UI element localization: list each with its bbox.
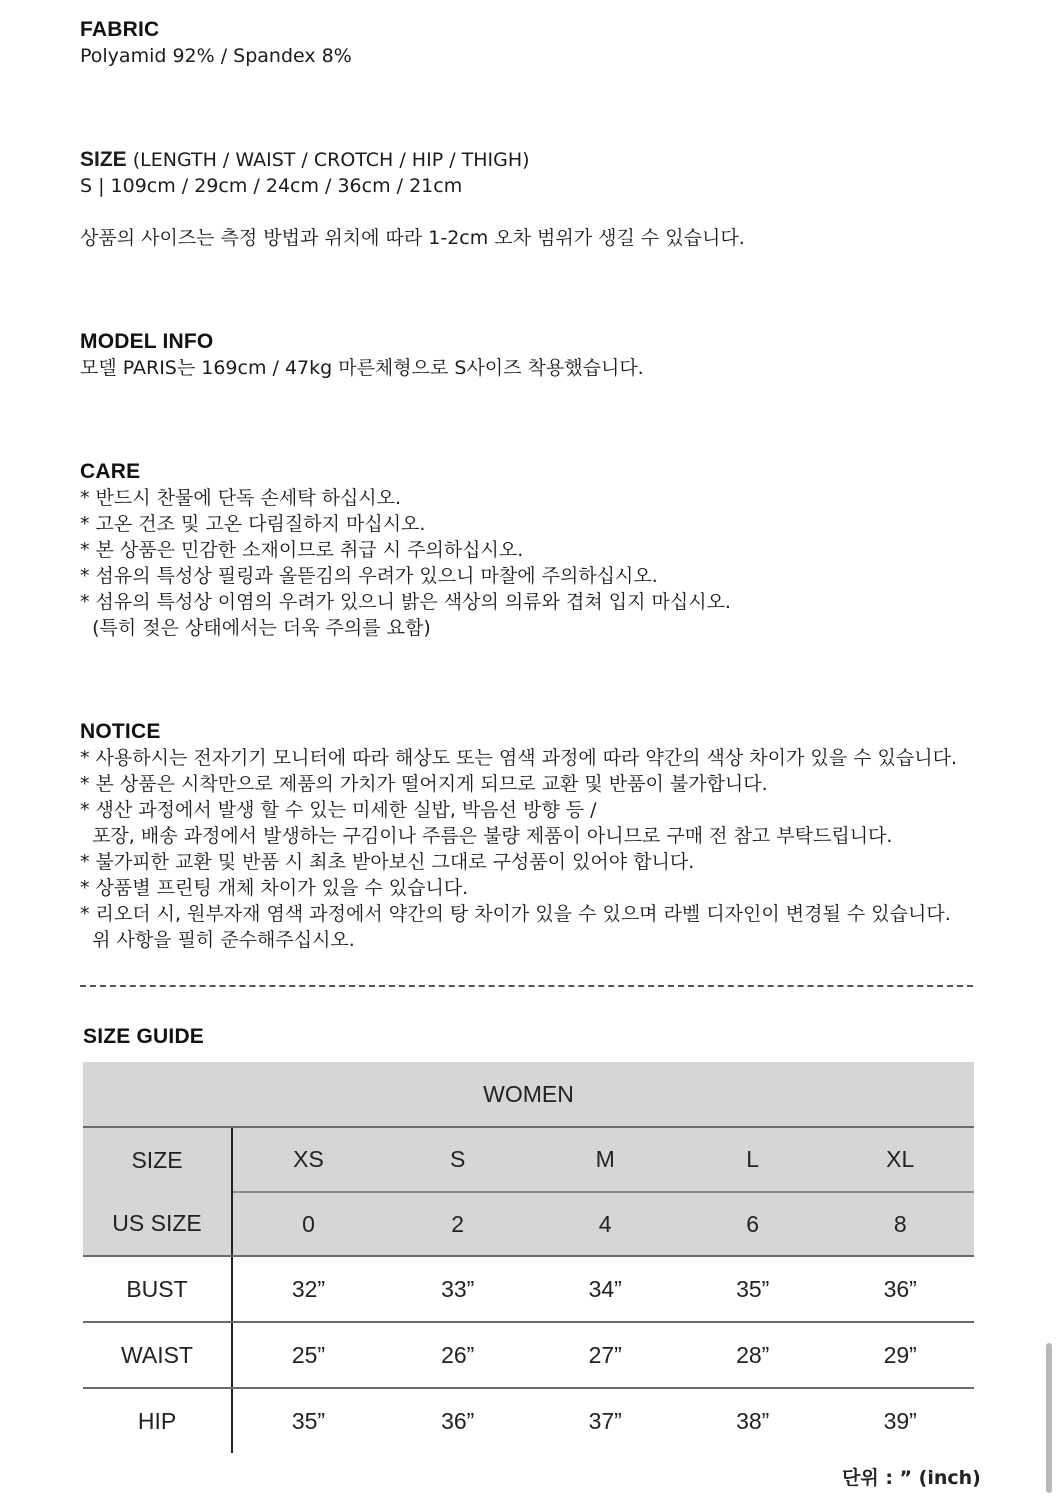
waist-row-label: WAIST (83, 1322, 232, 1388)
model-info-section (80, 329, 644, 381)
measure-cell: 25” (232, 1322, 384, 1388)
size-guide-heading: SIZE GUIDE (83, 1025, 205, 1048)
measure-cell: 36” (826, 1256, 974, 1322)
us-size-cell: 8 (826, 1192, 974, 1256)
measure-cell: 33” (384, 1256, 532, 1322)
table-row (83, 1322, 974, 1388)
measure-cell: 32” (232, 1256, 384, 1322)
measure-cell: 26” (384, 1322, 532, 1388)
notice-line: * 본 상품은 시착만으로 제품의 가치가 떨어지게 되므로 교환 및 반품이 불가합니다. (80, 773, 768, 795)
measure-cell: 39” (883, 1407, 917, 1434)
unit-note: 단위 : ” (inch) (842, 1467, 981, 1489)
table-row (83, 1192, 974, 1256)
women-group-header: WOMEN (83, 1062, 974, 1127)
notice-line: * 사용하시는 전자기기 모니터에 따라 해상도 또는 염색 과정에 따라 약간의 색상 차이가 있을 수 있습니다. (80, 747, 958, 769)
measure-cell: 37” (588, 1407, 622, 1434)
hip-row-label: HIP (83, 1388, 232, 1453)
bust-row-label: BUST (83, 1256, 232, 1322)
notice-line: * 불가피한 교환 및 반품 시 최초 받아보신 그대로 구성품이 있어야 합니다. (80, 851, 695, 873)
care-line: * 반드시 찬물에 단독 손세탁 하십시오. (80, 487, 402, 509)
notice-line: * 리오더 시, 원부자재 염색 과정에서 약간의 탕 차이가 있을 수 있으며 라벨 디자인이 변경될 수 있습니다. (80, 903, 951, 925)
fabric-text: Polyamid 92% / Spandex 8% (80, 45, 352, 67)
care-line: * 본 상품은 민감한 소재이므로 취급 시 주의하십시오. (80, 539, 524, 561)
measure-cell: 29” (826, 1322, 974, 1388)
measure-cell: 35” (679, 1256, 827, 1322)
care-section (80, 459, 731, 641)
notice-heading: NOTICE (80, 720, 161, 743)
notice-line: * 상품별 프린팅 개체 차이가 있을 수 있습니다. (80, 877, 469, 899)
table-row (83, 1388, 974, 1453)
size-columns: (LENGTH / WAIST / CROTCH / HIP / THIGH) (126, 149, 530, 171)
measure-cell: 35” (291, 1407, 326, 1434)
size-note: 상품의 사이즈는 측정 방법과 위치에 따라 1-2cm 오차 범위가 생길 수 있습니다. (80, 227, 745, 249)
care-line: (특히 젖은 상태에서는 더욱 주의를 요함) (80, 617, 431, 639)
size-heading: SIZE (80, 148, 127, 171)
notice-line: * 생산 과정에서 발생 할 수 있는 미세한 실밥, 박음선 방향 등 / (80, 799, 597, 821)
us-size-cell: 2 (384, 1192, 532, 1256)
us-size-cell: 0 (232, 1192, 384, 1256)
scrollbar-thumb[interactable] (1046, 1343, 1052, 1493)
measure-cell: 36” (441, 1407, 475, 1434)
us-size-row-label: US SIZE (83, 1192, 232, 1256)
measure-cell: 38” (736, 1407, 770, 1434)
us-size-cell: 6 (679, 1192, 827, 1256)
care-heading: CARE (80, 460, 141, 483)
size-cell: XS (232, 1127, 384, 1192)
measure-cell: 34” (531, 1256, 679, 1322)
size-row-label: SIZE (83, 1127, 232, 1192)
care-line: * 섬유의 특성상 필링과 올뜯김의 우려가 있으니 마찰에 주의하십시오. (80, 565, 658, 587)
size-guide-table (83, 1062, 974, 1453)
dashed-divider (80, 985, 973, 987)
size-cell: L (679, 1127, 827, 1192)
notice-line: 위 사항을 필히 준수해주십시오. (80, 929, 355, 951)
care-line: * 고온 건조 및 고온 다림질하지 마십시오. (80, 513, 426, 535)
table-row (83, 1127, 974, 1192)
size-header-line (80, 147, 530, 173)
model-info-text: 모델 PARIS는 169cm / 47kg 마른체형으로 S사이즈 착용했습니다. (80, 357, 644, 379)
size-cell: XL (826, 1127, 974, 1192)
model-info-heading: MODEL INFO (80, 330, 214, 353)
care-line: * 섬유의 특성상 이염의 우려가 있으니 밝은 색상의 의류와 겹쳐 입지 마십시오. (80, 591, 731, 613)
size-cell: S (384, 1127, 532, 1192)
size-cell: M (531, 1127, 679, 1192)
table-row (83, 1256, 974, 1322)
table-row (83, 1062, 974, 1127)
measure-cell: 28” (679, 1322, 827, 1388)
notice-line: 포장, 배송 과정에서 발생하는 구김이나 주름은 불량 제품이 아니므로 구매 전 참고 부탁드립니다. (80, 825, 893, 847)
fabric-section (80, 17, 352, 69)
fabric-heading: FABRIC (80, 18, 160, 41)
notice-section (80, 719, 957, 953)
size-values: S | 109cm / 29cm / 24cm / 36cm / 21cm (80, 175, 463, 197)
measure-cell: 27” (531, 1322, 679, 1388)
size-section (80, 147, 530, 199)
us-size-cell: 4 (531, 1192, 679, 1256)
